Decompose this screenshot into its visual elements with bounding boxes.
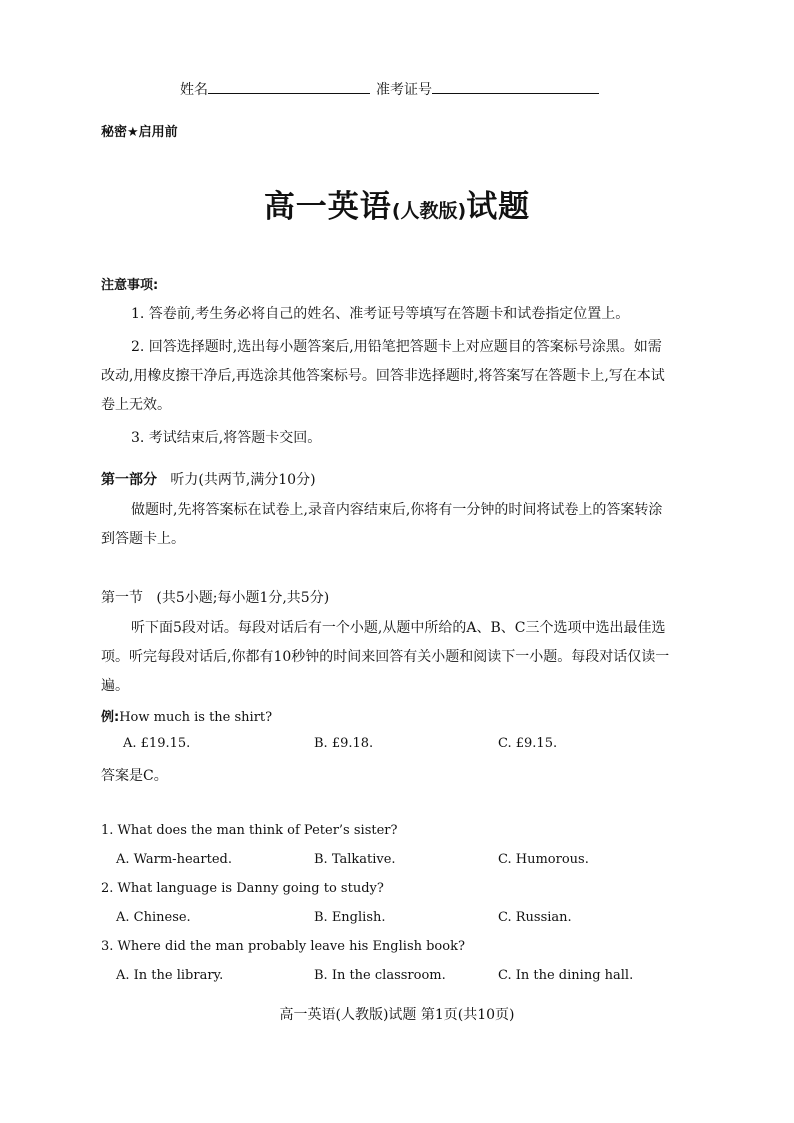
question-2-option-b: B. English. bbox=[314, 910, 386, 925]
name-label: 姓名 bbox=[180, 82, 208, 98]
notice-item-2 bbox=[101, 333, 671, 420]
question-2-option-c: C. Russian. bbox=[498, 910, 572, 925]
section1-label: 第一节 bbox=[101, 590, 143, 606]
question-1-option-a: A. Warm-hearted. bbox=[116, 852, 232, 867]
example-question bbox=[101, 706, 272, 725]
notice-item-3: 3. 考试结束后,将答题卡交回。 bbox=[131, 430, 322, 446]
question-3-option-a: A. In the library. bbox=[116, 968, 224, 983]
part1-title: 听力(共两节,满分10分) bbox=[170, 472, 316, 488]
title-main-1: 高一英语 bbox=[263, 189, 392, 225]
section1-description-text: 听下面5段对话。每段对话后有一个小题,从题中所给的A、B、C三个选项中选出最佳选项。听完每段对话后,你都有10秒钟的时间来回答有关小题和阅读下一小题。每段对话仅读一遍。 bbox=[101, 620, 670, 694]
section1-heading bbox=[101, 587, 329, 607]
page-title bbox=[0, 181, 794, 226]
ticket-number-label: 准考证号 bbox=[376, 82, 432, 98]
notice-item-1-text: 1. 答卷前,考生务必将自己的姓名、准考证号等填写在答题卡和试卷指定位置上。 bbox=[131, 306, 630, 322]
question-3-option-c: C. In the dining hall. bbox=[498, 968, 634, 983]
example-option-a: A. £19.15. bbox=[123, 736, 191, 751]
example-answer: 答案是C。 bbox=[101, 768, 168, 784]
notice-item-2-text: 2. 回答选择题时,选出每小题答案后,用铅笔把答题卡上对应题目的答案标号涂黑。如需改动,用橡皮擦干净后,再选涂其他答案标号。回答非选择题时,将答案写在答题卡上,写在本试卷上无效。 bbox=[101, 339, 665, 413]
ticket-number-blank bbox=[432, 79, 599, 94]
candidate-info-row bbox=[180, 79, 599, 99]
notice-heading: 注意事项: bbox=[101, 278, 159, 293]
page-footer: 高一英语(人教版)试题 第1页(共10页) bbox=[279, 1007, 515, 1023]
question-1: 1. What does the man think of Peter’s sister? bbox=[101, 823, 398, 838]
part1-heading bbox=[101, 469, 316, 489]
example-option-c: C. £9.15. bbox=[498, 736, 558, 751]
title-edition: (人教版) bbox=[391, 200, 467, 222]
name-blank bbox=[208, 79, 370, 94]
confidential-label: 秘密★启用前 bbox=[101, 125, 178, 140]
question-2: 2. What language is Danny going to study? bbox=[101, 881, 384, 896]
section1-description bbox=[101, 614, 671, 701]
part1-description-text: 做题时,先将答案标在试卷上,录音内容结束后,你将有一分钟的时间将试卷上的答案转涂到答题卡上。 bbox=[101, 502, 663, 547]
notice-item-1 bbox=[101, 300, 629, 329]
question-2-option-a: A. Chinese. bbox=[116, 910, 191, 925]
question-3-option-b: B. In the classroom. bbox=[314, 968, 446, 983]
example-option-b: B. £9.18. bbox=[314, 736, 374, 751]
title-main-2: 试题 bbox=[466, 189, 531, 225]
section1-info: (共5小题;每小题1分,共5分) bbox=[156, 590, 330, 606]
example-label: 例: bbox=[101, 710, 120, 725]
example-question-text: How much is the shirt? bbox=[119, 710, 273, 725]
question-1-option-b: B. Talkative. bbox=[314, 852, 396, 867]
question-3: 3. Where did the man probably leave his English book? bbox=[101, 939, 465, 954]
question-1-option-c: C. Humorous. bbox=[498, 852, 589, 867]
part1-label: 第一部分 bbox=[101, 472, 157, 488]
part1-description bbox=[101, 496, 671, 554]
